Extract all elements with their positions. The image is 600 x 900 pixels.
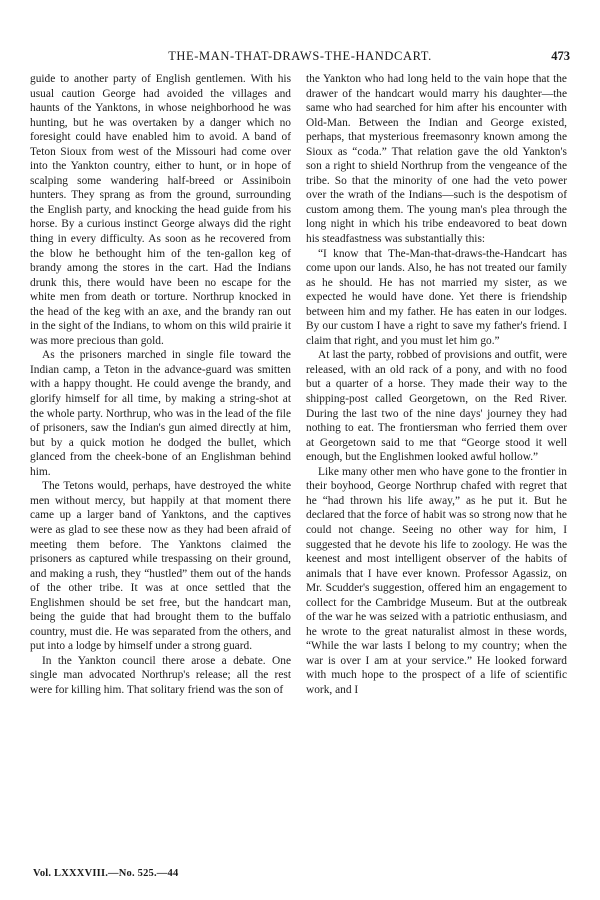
paragraph: “I know that The-Man-that-draws-the-Handcart has come upon our lands. Also, he has not treated our family as he should. He has not married my sister, as we expected he would have done. Yet there is friendship between him and my father. He has eaten in our lodges. By our custom I have a right to save my father's friend. I claim that right, and you must let him go.” <box>306 247 567 347</box>
paragraph: In the Yankton council there arose a debate. One single man advocated Northrup's release; all the rest were for killing him. That solitary friend was the son of <box>30 654 291 696</box>
paragraph: At last the party, robbed of provisions and outfit, were released, with an old rack of a pony, and with no food but a quarter of a horse. They made their way to the shipping-post called Georgetown, on the Red River. During the last two of the nine days' journey they had nothing to eat. The frontiersman who ferried them over at Georgetown said to me that “George stood it well enough, but the Englishmen looked awful hollow.” <box>306 349 567 464</box>
page-number: 473 <box>551 49 570 63</box>
volume-folio: Vol. LXXXVIII.—No. 525.—44 <box>33 868 179 879</box>
paragraph: the Yankton who had long held to the vain hope that the drawer of the handcart would marry his daughter—the same who had searched for him after his encounter with Old-Man. Between the Indian and George existed, perhaps, that mysterious freemasonry known among the Sioux as “coda.” That relation gave the old Yankton's son a right to shield Northrup from the vengeance of the tribe. So that the minority of one had the veto power over the wrath of the Indians—such is the despotism of custom among them. The young man's plea through the long night in which his tribe endeavored to beat down his steadfastness was substantially this: <box>306 73 567 246</box>
running-head <box>30 49 570 65</box>
paragraph: Like many other men who have gone to the frontier in their boyhood, George Northrup chafed with regret that he “had thrown his life away,” as he put it. But he declared that the force of habit was so strong now that he could not change. Seeing no other way for him, I suggested that he devote his life to zoology. He was the keenest and most intelligent observer of the habits of animals that I have ever known. Professor Agassiz, on Mr. Scudder's suggestion, offered him an engagement to collect for the Cambridge Museum. But at the outbreak of the war he was seized with a patriotic enthusiasm, and he wrote to the great naturalist almost in these words, “While the war lasts I belong to my country; when the war is over I am at your service.” He looked forward with much hope to the prospect of a life of scientific work, and I <box>306 465 567 696</box>
paragraph: guide to another party of English gentlemen. With his usual caution George had avoided the villages and haunts of the Yanktons, in whose neighborhood he was hunting, but he was overtaken by a danger which no foresight could have enabled him to avoid. A band of Teton Sioux from west of the Missouri had come over into the Yankton country, either to hunt, or in hope of scalping some wandering half-breed or Assiniboin hunters. They sprang as from the ground, surrounding the English party, and knocking the head guide from his horse. By a curious instinct George always did the right thing in every difficulty. As soon as he recovered from the blow he bethought him of the ten-gallon keg of brandy among the stores in the cart. Had the Indians drunk this, there would have been no escape for the white men from death or torture. Northrup knocked in the head of the keg with an axe, and the brandy ran out in the sight of the Indians, to whom on this wild prairie it was more precious than gold. <box>30 73 291 347</box>
left-column <box>30 72 291 698</box>
running-title: THE-MAN-THAT-DRAWS-THE-HANDCART. <box>168 49 432 63</box>
paragraph: The Tetons would, perhaps, have destroyed the white men without mercy, but happily at that moment there came up a larger band of Yanktons, and the captives were as glad to see these now as they had been afraid of meeting them before. The Yanktons claimed the prisoners as captured while trespassing on their ground, and making a rush, they “hustled” them out of the hands of the other tribe. It was at once settled that the Englishmen should be set free, but the handcart man, being the guide that had brought them to the buffalo country, must die. He was separated from the others, and put into a lodge by himself under a strong guard. <box>30 480 291 653</box>
right-column <box>306 72 567 698</box>
paragraph: As the prisoners marched in single file toward the Indian camp, a Teton in the advance-guard was smitten with a happy thought. He could avenge the brandy, and glorify himself for all time, by making a string-shot at the whole party. Northrup, who was in the lead of the file of prisoners, saw the Indian's gun aimed directly at him, but by a quick motion he dodged the bullet, which glanced from the cheek-bone of an Englishman behind him. <box>30 349 291 478</box>
